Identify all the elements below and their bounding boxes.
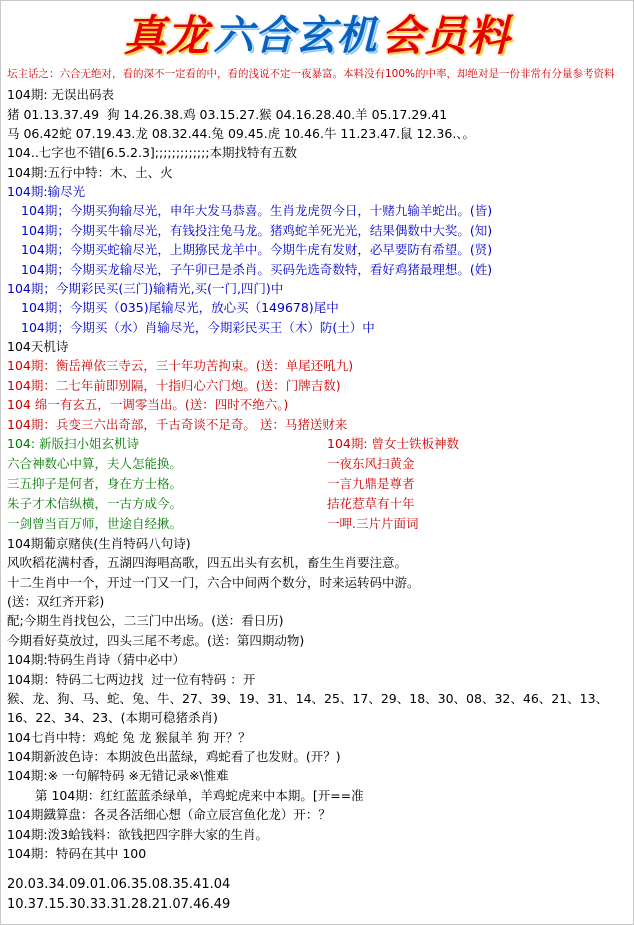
poem-left-lines [7,454,317,534]
title-banner [1,1,633,67]
text-line: (送：双红齐开彩) [7,594,105,610]
two-column-poems [7,434,627,534]
text-line: 16、22、34、23、(本期可稳猪杀肖) [7,710,218,726]
text-line: 104期:输尽光 [7,184,86,200]
text-line: 104期:※ 一句解特码 ※无错记录※\惟难 [7,768,229,784]
poem-line: 一夜东风扫黄金 [327,455,415,471]
footer-number-list [1,871,633,924]
text-line: 猪 01.13.37.49 狗 14.26.38.鸡 03.15.27.猴 04.16.28.40.羊 05.17.29.41 [7,106,448,122]
banner-word-3: 会员料 [381,11,511,60]
text-line: 104期：衡岳禅依三寺云，三十年功苦拘束。(送：单尾还吼九) [7,358,354,374]
text-line: 104期：特码在其中 100 [7,845,147,861]
text-line: 104期:特码生肖诗（猜中必中） [7,652,186,668]
text-line: 104期:泼3蛤钱料：欲钱把四字胖大家的生肖。 [7,826,269,842]
text-line: 104..七字也不错[6.5.2.3];;;;;;;;;;;;;本期找特有五数 [7,145,298,161]
poem-line: 一剑曾当百万师，世途自经揪。 [7,515,183,531]
poem-line: 拮花惹草有十年 [327,495,415,511]
text-line: 104 绵一有玄五，一调零当出。(送：四时不绝六。) [7,397,289,413]
text-line: 第 104期：红红蓝蓝杀绿单，羊鸡蛇虎来中本期。[开==准 [35,787,364,803]
text-line: 104期；今期买狗输尽光，申年大发马恭喜。生肖龙虎贺今日，十赌九输羊蛇出。(皆) [21,203,493,219]
text-line: 104期葡京赌侠(生肖特码八句诗) [7,535,191,551]
text-line: 104天机诗 [7,339,69,355]
poem-line: 六合神数心中算，夫人怎能换。 [7,455,183,471]
text-line: 104期；今期买牛输尽光，有钱投注兔马龙。猪鸡蛇羊死光光，结果偶数中大奖。(知) [21,222,493,238]
text-line: 104期：兵变三六出奇部，千古奇谈不足奇。 送：马猪送财来 [7,416,348,432]
footer-number-row: 20.03.34.09.01.06.35.08.35.41.04 [7,877,231,893]
text-line: 104期：二七年前即别隔，十指归心六门炮。(送：门牌吉数) [7,377,341,393]
text-line: 104期；今期买龙输尽光，子午卯已是杀肖。买码先选奇数特，看好鸡猪最理想。(姓) [21,261,493,277]
text-line: 猴、龙、狗、马、蛇、兔、牛、27、39、19、31、14、25、17、29、18、30、08、32、46、21、13、 [7,690,609,706]
poem-column-right [317,434,627,534]
text-line: 104期；今期买（水）肖输尽光，今期彩民买王（木）防(土）中 [21,319,375,335]
sections-top [7,85,627,434]
text-line: 104期：特码二七两边找 过一位有特码 ：开 [7,671,256,687]
text-line: 104期；今期彩民买(三门)输精光,买(一门,四门)中 [7,280,284,296]
poem-line: 三五抑子是何者，身在方士格。 [7,475,183,491]
text-line: 104期:五行中特：木、土、火 [7,164,173,180]
text-line: 104七肖中特：鸡蛇 兔 龙 猴鼠羊 狗 开？？ [7,729,251,745]
text-line: 风吹稻花满村香，五湖四海唱高歌，四五出头有玄机，畜生生肖要注意。 [7,555,408,571]
poem-right-header: 104期: 曾女士铁板神数 [327,435,460,451]
text-line: 104期；今期买蛇输尽光，上期猕民龙羊中。今期牛虎有发财，必早要防有希望。(贤) [21,242,493,258]
text-line: 今期看好莫放过，四头三尾不考虑。(送：第四期动物) [7,632,305,648]
text-line: 马 06.42蛇 07.19.43.龙 08.32.44.兔 09.45.虎 10.46.牛 11.23.47.鼠 12.36.、。 [7,125,476,141]
notice-text: 坛主话之：六合无绝对，看的深不一定看的中，看的浅说不定一夜暴富。本料没有100%的中率，却绝对是一份非常有分量参考资料 [7,68,615,80]
sections-bottom [7,534,627,863]
banner-word-1: 真龙 [123,11,210,60]
text-line: 104期鐡算盘：各灵各活细心想（命立辰宫鱼化龙）开：？ [7,807,331,823]
banner-word-2: 六合玄机 [213,13,378,59]
poem-line: 一言九鼎是尊者 [327,475,415,491]
text-line: 十二生肖中一个，开过一门又一门，六合中间两个数分，时来运转码中游。 [7,574,420,590]
text-line: 104期新波色诗：本期波色出蓝绿，鸡蛇看了也发财。(开？) [7,749,341,765]
text-line: 104期；今期买（035)尾输尽光，放心买（149678)尾中 [21,300,339,316]
poem-column-left [7,434,317,534]
text-line: 104期: 无误出码表 [7,87,115,103]
poem-right-lines [327,454,627,534]
poem-line: 朱子才术信纵横，一古方成今。 [7,495,183,511]
footer-number-row: 10.37.15.30.33.31.28.21.07.46.49 [7,896,231,912]
poem-line: 一呷.三片片面词 [327,515,419,531]
text-line: 配;今期生肖找包公，二三门中出场。(送：看日历) [7,613,284,629]
document-body [1,83,633,871]
poem-left-header: 104: 新版扫小姐玄机诗 [7,435,140,451]
